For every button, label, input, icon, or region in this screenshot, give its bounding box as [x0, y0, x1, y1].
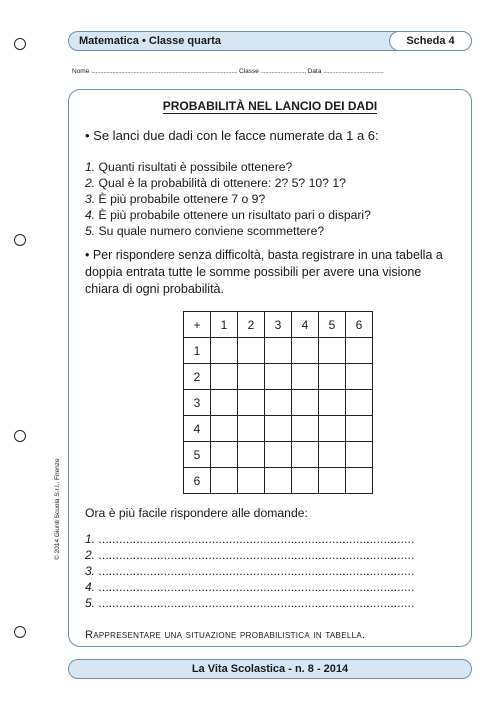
table-cell[interactable]	[292, 416, 319, 442]
table-cell[interactable]	[319, 390, 346, 416]
name-label: Nome	[72, 68, 90, 75]
table-cell[interactable]	[265, 364, 292, 390]
table-cell[interactable]	[319, 442, 346, 468]
question-1: 1. Quanti risultati è possibile ottenere?	[85, 160, 293, 174]
binder-hole-3	[14, 430, 26, 442]
table-cell[interactable]	[238, 416, 265, 442]
sheet-number-badge: Scheda 4	[389, 31, 472, 51]
table-cell[interactable]	[346, 442, 373, 468]
table-row	[184, 416, 373, 442]
table-cell[interactable]	[292, 442, 319, 468]
table-cell[interactable]	[238, 442, 265, 468]
answer-line-5[interactable]: 5. ............................................................................................	[85, 596, 415, 610]
table-cell[interactable]	[319, 338, 346, 364]
row-header: 3	[184, 390, 211, 416]
table-cell[interactable]	[265, 442, 292, 468]
table-cell[interactable]	[292, 468, 319, 494]
class-field[interactable]: ..............................	[260, 68, 306, 75]
answer-line-4[interactable]: 4. ............................................................................................	[85, 580, 415, 594]
date-label: Data	[307, 68, 322, 75]
addition-table	[183, 311, 373, 494]
table-cell[interactable]	[319, 364, 346, 390]
row-header: 2	[184, 364, 211, 390]
table-cell[interactable]	[238, 390, 265, 416]
table-cell[interactable]	[211, 442, 238, 468]
answer-line-3[interactable]: 3. ............................................................................................	[85, 564, 415, 578]
col-header: 5	[319, 312, 346, 338]
footer-bar: La Vita Scolastica - n. 8 - 2014	[68, 659, 472, 679]
table-cell[interactable]	[211, 338, 238, 364]
table-row	[184, 442, 373, 468]
table-cell[interactable]	[265, 338, 292, 364]
worksheet-panel	[68, 89, 472, 647]
subject-label: Matematica • Classe quarta	[79, 35, 222, 47]
answer-line-2[interactable]: 2. ............................................................................................	[85, 548, 415, 562]
table-cell[interactable]	[265, 390, 292, 416]
table-cell[interactable]	[238, 468, 265, 494]
table-cell[interactable]	[346, 468, 373, 494]
binder-hole-1	[14, 38, 26, 50]
table-cell[interactable]	[238, 338, 265, 364]
table-cell[interactable]	[346, 364, 373, 390]
table-cell[interactable]	[292, 364, 319, 390]
table-row	[184, 468, 373, 494]
table-cell[interactable]	[292, 390, 319, 416]
table-cell[interactable]	[211, 416, 238, 442]
question-4: 4. È più probabile ottenere un risultato pari o dispari?	[85, 208, 371, 222]
table-row	[184, 364, 373, 390]
col-header: 6	[346, 312, 373, 338]
col-header: 4	[292, 312, 319, 338]
date-field[interactable]: ........................................	[323, 68, 384, 75]
question-2: 2. Qual è la probabilità di ottenere: 2? 5? 10? 1?	[85, 176, 346, 190]
row-header: 4	[184, 416, 211, 442]
table-cell[interactable]	[346, 338, 373, 364]
row-header: 6	[184, 468, 211, 494]
copyright-text: © 2014 Giunti Scuola S.r.l., Firenze	[54, 458, 61, 560]
col-header: 3	[265, 312, 292, 338]
col-header: 1	[211, 312, 238, 338]
worksheet-title: PROBABILITÀ NEL LANCIO DEI DADI	[162, 99, 378, 113]
question-3: 3. È più probabile ottenere 7 o 9?	[85, 192, 266, 206]
row-header: 1	[184, 338, 211, 364]
table-corner: +	[184, 312, 211, 338]
table-cell[interactable]	[319, 416, 346, 442]
table-cell[interactable]	[211, 364, 238, 390]
table-row	[184, 338, 373, 364]
col-header: 2	[238, 312, 265, 338]
learning-objective: Rappresentare una situazione probabilistica in tabella.	[85, 629, 366, 641]
hint-text: • Per rispondere senza difficoltà, basta registrare in una tabella a doppia entrata tutte le somme possibili per avere una visione chiara di ogni probabilità.	[85, 248, 443, 296]
followup-text: Ora è più facile rispondere alle domande:	[85, 506, 308, 520]
class-label: Classe	[239, 68, 259, 75]
intro-text: • Se lanci due dadi con le facce numerate da 1 a 6:	[85, 128, 379, 143]
table-cell[interactable]	[292, 338, 319, 364]
table-cell[interactable]	[346, 416, 373, 442]
table-cell[interactable]	[346, 390, 373, 416]
table-cell[interactable]	[238, 364, 265, 390]
table-row	[184, 390, 373, 416]
student-fields-row	[72, 68, 472, 75]
table-cell[interactable]	[211, 468, 238, 494]
row-header: 5	[184, 442, 211, 468]
question-5: 5. Su quale numero conviene scommettere?	[85, 224, 325, 238]
binder-hole-4	[14, 626, 26, 638]
answer-line-1[interactable]: 1. ............................................................................................	[85, 532, 415, 546]
header-bar	[68, 31, 472, 51]
table-cell[interactable]	[265, 416, 292, 442]
table-cell[interactable]	[319, 468, 346, 494]
binder-hole-2	[14, 234, 26, 246]
table-cell[interactable]	[265, 468, 292, 494]
name-field[interactable]: .................................................................................................	[91, 68, 238, 75]
table-cell[interactable]	[211, 390, 238, 416]
